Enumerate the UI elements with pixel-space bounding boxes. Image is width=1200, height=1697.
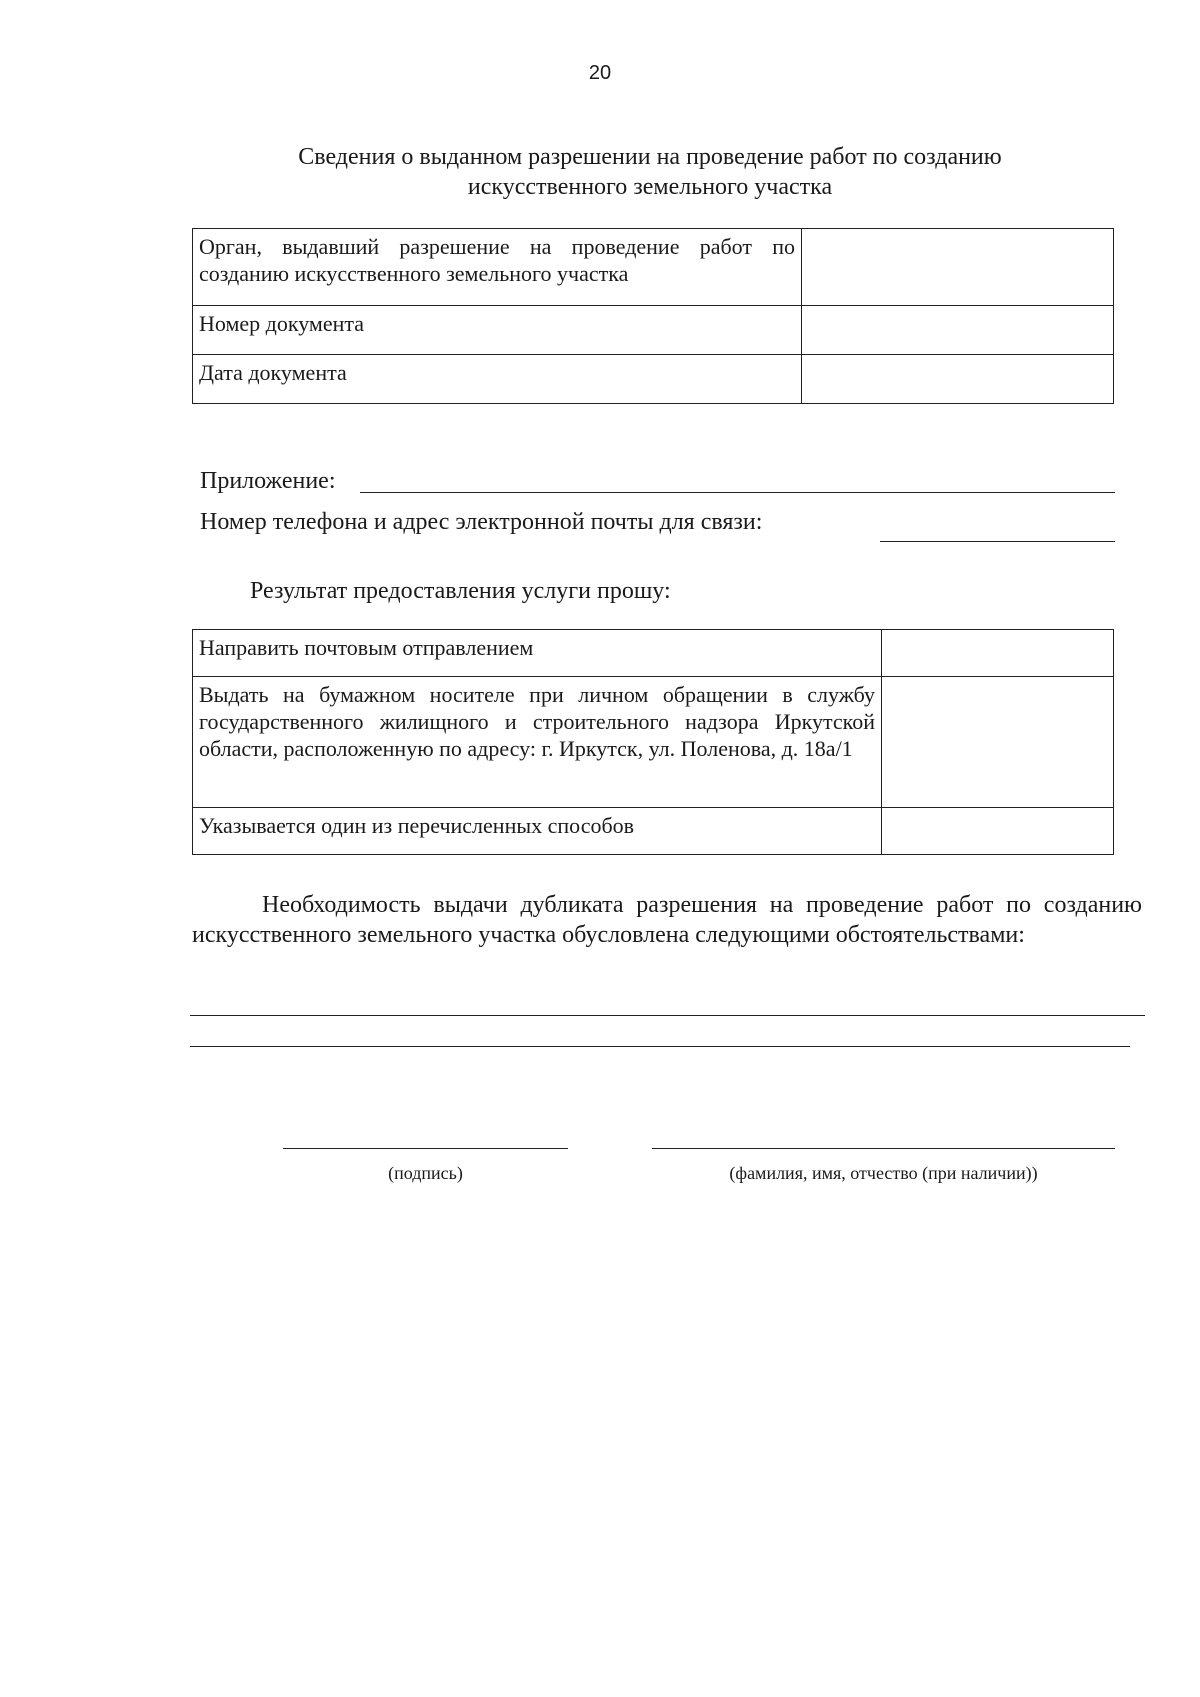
duplicate-reason-paragraph: Необходимость выдачи дубликата разрешения на проведение работ по созданию искусственного земельного участка обусловлена следующими обстоятельствами: (192, 892, 1142, 948)
permit-issuer-value[interactable] (802, 229, 1114, 306)
result-heading: Результат предоставления услуги прошу: (250, 578, 671, 604)
document-number-value[interactable] (802, 306, 1114, 355)
signature-caption: (подпись) (388, 1163, 463, 1183)
contact-label: Номер телефона и адрес электронной почты для связи: (200, 509, 763, 535)
heading-line-1: Сведения о выданном разрешении на проведение работ по созданию (298, 144, 1002, 170)
method-note-value[interactable] (882, 808, 1114, 855)
table-row (193, 677, 1114, 808)
result-method-table (192, 629, 1114, 855)
table-row (193, 808, 1114, 855)
method-note-label: Указывается один из перечисленных способов (193, 808, 882, 855)
reason-line-2[interactable] (190, 1046, 1130, 1047)
heading-line-2: искусственного земельного участка (467, 174, 833, 200)
in-person-option-checkbox[interactable] (882, 677, 1114, 808)
reason-line-1[interactable] (190, 1015, 1145, 1016)
postal-option-checkbox[interactable] (882, 630, 1114, 677)
attachment-field[interactable] (360, 492, 1115, 493)
table-row (193, 306, 1114, 355)
permit-details-table (192, 228, 1114, 404)
document-date-label: Дата документа (193, 355, 802, 404)
contact-field[interactable] (880, 541, 1115, 542)
table-row (193, 229, 1114, 306)
signature-line[interactable] (283, 1148, 568, 1149)
attachment-label: Приложение: (200, 468, 336, 494)
table-row (193, 355, 1114, 404)
page-number: 20 (588, 62, 612, 84)
table-row (193, 630, 1114, 677)
document-date-value[interactable] (802, 355, 1114, 404)
full-name-line[interactable] (652, 1148, 1115, 1149)
document-number-label: Номер документа (193, 306, 802, 355)
in-person-option-label: Выдать на бумажном носителе при личном обращении в службу государственного жилищного и строительного надзора Иркутской области, расположенную по адресу: г. Иркутск, ул. Поленова, д. 18а/1 (193, 677, 882, 808)
full-name-caption: (фамилия, имя, отчество (при наличии)) (729, 1163, 1038, 1183)
permit-issuer-label: Орган, выдавший разрешение на проведение работ по созданию искусственного земельного участка (193, 229, 802, 306)
postal-option-label: Направить почтовым отправлением (193, 630, 882, 677)
section-heading (240, 142, 1060, 202)
